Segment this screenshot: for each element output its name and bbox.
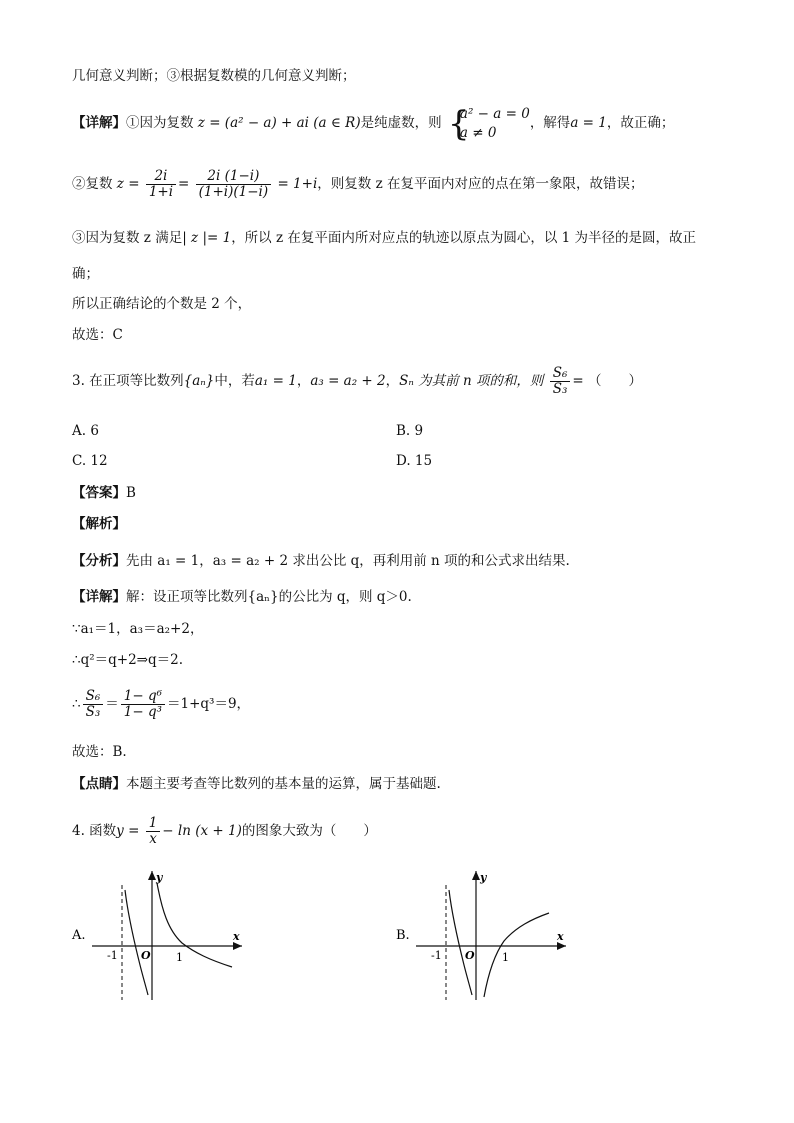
step-2: ∴q²＝q+2⇒q＝2. (72, 652, 184, 668)
choice: 故选：B. (72, 744, 127, 760)
question-4: 4. 函数y = $\frac{1}{x}$ − ln (x + 1)的图象大致为（ ） (72, 815, 377, 847)
step-3: ∴ $\frac{\text{S₆}}{\text{S₃}}$ ＝ $\frac{\text{1− q⁶}}{\text{1− q³}}$ ＝1+q³＝9， (72, 688, 251, 720)
x-axis-arrow-icon (557, 942, 566, 950)
tick-neg1: -1 (431, 949, 442, 962)
y-label: y (156, 871, 163, 884)
graph-b (394, 865, 574, 1005)
analysis-heading: 【解析】 (72, 516, 126, 532)
detail-3: ③因为复数 z 满足| z |= 1，所以 z 在复平面内所对应点的轨迹以原点为圆心，以 1 为半径的是圆，故正 (72, 230, 697, 246)
detail-1: 【详解】①因为复数 z = (a² − a) + ai (a ∈ R)是纯虚数，则 { a² − a = 0 a ≠ 0 ，解得a = 1，故正确； (72, 103, 675, 144)
equation-system: { a² − a = 0 a ≠ 0 (447, 103, 530, 144)
option-c: C. 12 (72, 453, 108, 469)
curve-left (449, 890, 472, 995)
x-label: x (233, 930, 240, 943)
answer: 【答案】B (72, 485, 136, 501)
y-label: y (480, 871, 487, 884)
summary: 所以正确结论的个数是 2 个， (72, 296, 252, 312)
tick-neg1: -1 (107, 949, 118, 962)
curve-right (157, 883, 232, 967)
fraction: $\frac{\text{S₆}}{\text{S₃}}$ (83, 689, 104, 720)
x-axis-arrow-icon (233, 942, 242, 950)
option-d: D. 15 (396, 453, 433, 469)
graph-a-label: A. (72, 928, 86, 943)
graph-b-label: B. (396, 928, 410, 943)
graph-a (70, 865, 250, 1005)
text-line-1: 几何意义判断；③根据复数模的几何意义判断； (72, 68, 356, 84)
option-a: A. 6 (72, 423, 99, 439)
comment: 【点睛】本题主要考查等比数列的基本量的运算，属于基础题. (72, 776, 441, 792)
detail-2: ②复数 z = $\frac{2i}{1+i}$ = $\frac{2i (1-i)}{(1+i)(1-i)}$ = 1+i，则复数 z 在复平面内对应的点在第一象限，故错误； (72, 168, 644, 200)
tick-1: 1 (176, 951, 183, 964)
tick-1: 1 (502, 951, 509, 964)
fraction: $\frac{2i}{1+i}$ (146, 169, 176, 200)
curve-left (125, 890, 148, 995)
fraction: $\frac{2i (1-i)}{(1+i)(1-i)}$ (196, 169, 272, 200)
detail-3-cont: 确； (72, 266, 99, 282)
origin-label: O (465, 949, 475, 962)
option-b: B. 9 (396, 423, 424, 439)
y-axis-arrow-icon (148, 871, 156, 880)
origin-label: O (141, 949, 151, 962)
question-3: 3. 在正项等比数列{aₙ}中，若a₁ = 1，a₃ = a₂ + 2，Sₙ 为其前 n 项的和，则 $\frac{\text{S₆}}{\text{S₃}}$ = （ ） (72, 365, 643, 397)
x-label: x (557, 930, 564, 943)
y-axis-arrow-icon (472, 871, 480, 880)
detail-q3: 【详解】解：设正项等比数列{aₙ}的公比为 q，则 q＞0. (72, 589, 412, 605)
fraction: $\frac{\text{S₆}}{\text{S₃}}$ (550, 366, 571, 397)
fraction: $\frac{\text{1− q⁶}}{\text{1− q³}}$ (121, 689, 165, 720)
curve-right (484, 913, 549, 997)
fraction: $\frac{1}{x}$ (146, 816, 161, 847)
analysis: 【分析】先由 a₁ = 1，a₃ = a₂ + 2 求出公比 q，再利用前 n 项的和公式求出结果. (72, 553, 570, 569)
choice-prev: 故选：C (72, 327, 123, 343)
step-1: ∵a₁＝1，a₃＝a₂+2， (72, 621, 204, 637)
